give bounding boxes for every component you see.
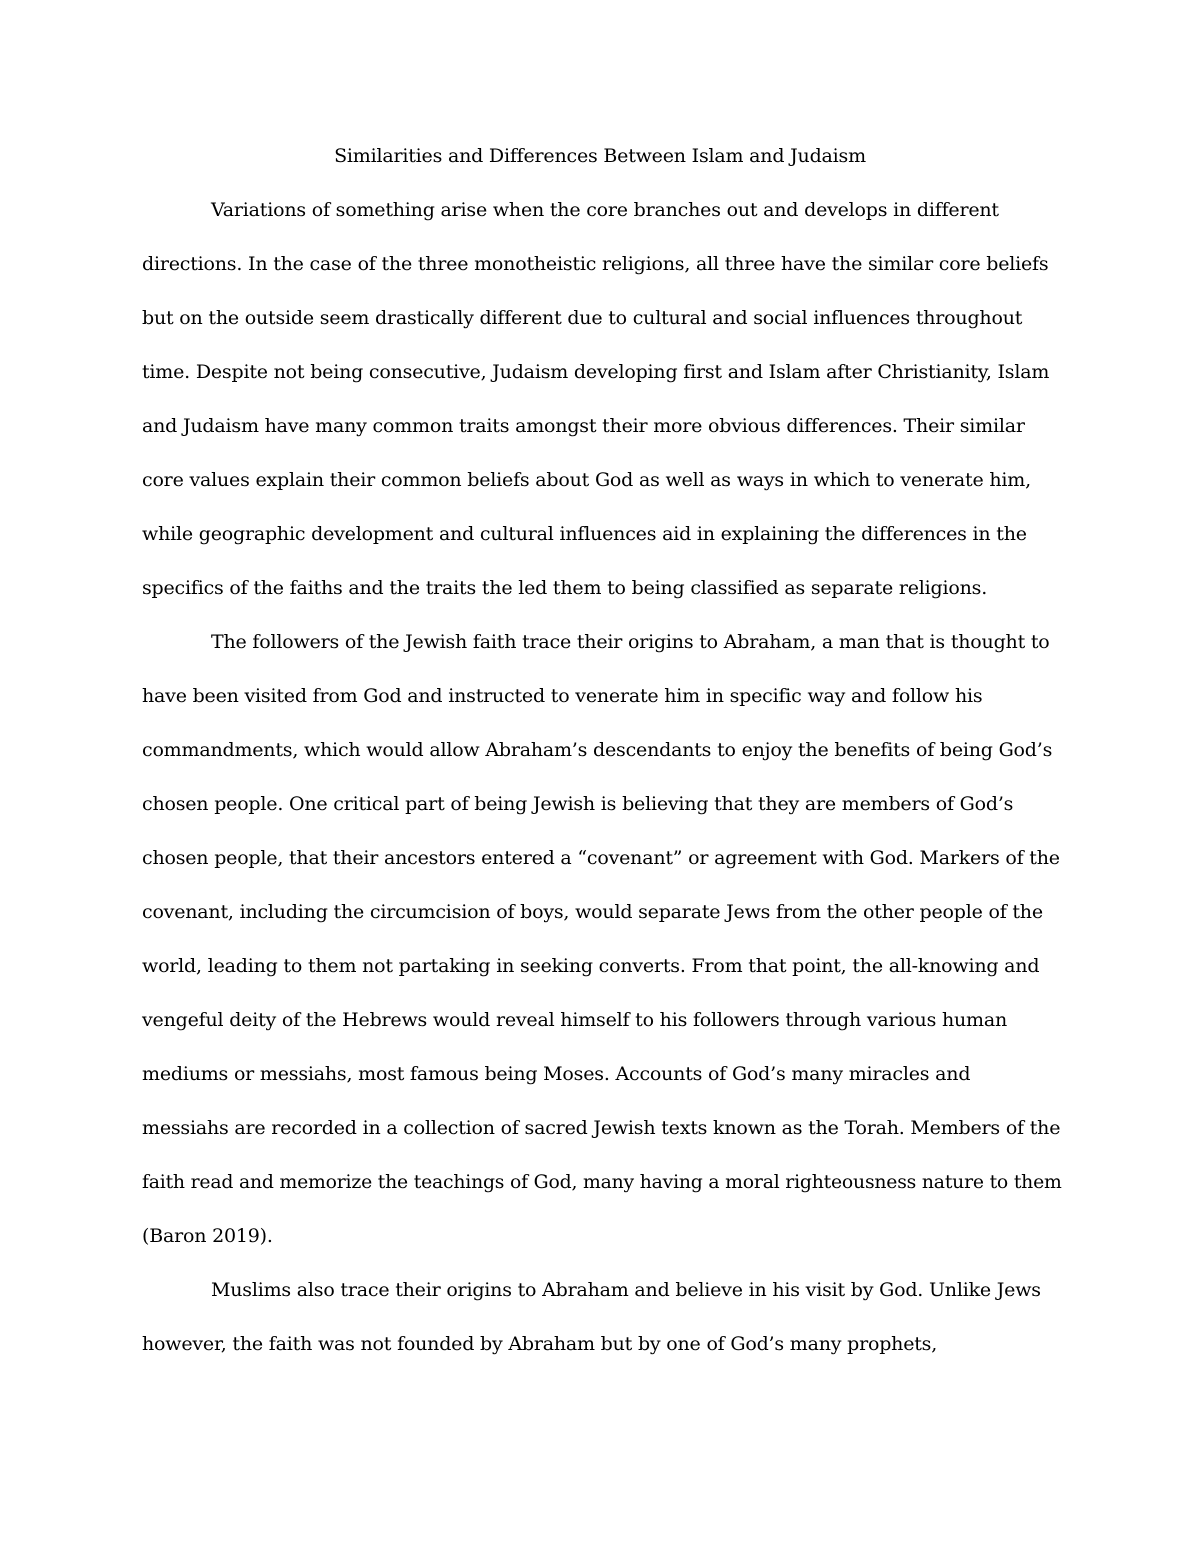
paragraph-1-line-1: Variations of something arise when the core branches out and develops in different <box>211 199 999 221</box>
paragraph-2-line-1: The followers of the Jewish faith trace their origins to Abraham, a man that is thought to <box>211 631 1050 653</box>
paragraph-1-line-4: time. Despite not being consecutive, Judaism developing first and Islam after Christianity, Islam <box>142 361 1050 383</box>
paragraph-1-line-5: and Judaism have many common traits amongst their more obvious differences. Their similar <box>142 415 1025 437</box>
paragraph-3-line-2: however, the faith was not founded by Abraham but by one of God’s many prophets, <box>142 1333 938 1355</box>
paragraph-1-line-2: directions. In the case of the three monotheistic religions, all three have the similar core beliefs <box>142 253 1049 275</box>
paragraph-2-line-4: chosen people. One critical part of being Jewish is believing that they are members of God’s <box>142 793 1014 815</box>
paragraph-2-line-10: messiahs are recorded in a collection of sacred Jewish texts known as the Torah. Members of the <box>142 1117 1061 1139</box>
paragraph-1-line-7: while geographic development and cultural influences aid in explaining the differences in the <box>142 523 1027 545</box>
paragraph-2-line-7: world, leading to them not partaking in seeking converts. From that point, the all-knowing and <box>142 955 1040 977</box>
paragraph-2-line-11: faith read and memorize the teachings of God, many having a moral righteousness nature to them <box>142 1171 1062 1193</box>
paragraph-2-line-3: commandments, which would allow Abraham’s descendants to enjoy the benefits of being God’s <box>142 739 1053 761</box>
paragraph-2-line-9: mediums or messiahs, most famous being Moses. Accounts of God’s many miracles and <box>142 1063 971 1085</box>
paragraph-1-line-3: but on the outside seem drastically different due to cultural and social influences throughout <box>142 307 1023 329</box>
paragraph-2-line-12: (Baron 2019). <box>142 1225 273 1247</box>
paragraph-1-line-6: core values explain their common beliefs about God as well as ways in which to venerate him, <box>142 469 1031 491</box>
paragraph-2-line-6: covenant, including the circumcision of boys, would separate Jews from the other people of the <box>142 901 1043 923</box>
document-title: Similarities and Differences Between Islam and Judaism <box>334 145 866 167</box>
paragraph-1-line-8: specifics of the faiths and the traits the led them to being classified as separate religions. <box>142 577 988 599</box>
paragraph-2-line-8: vengeful deity of the Hebrews would reveal himself to his followers through various human <box>142 1009 1008 1031</box>
paragraph-3-line-1: Muslims also trace their origins to Abraham and believe in his visit by God. Unlike Jews <box>211 1279 1041 1301</box>
paragraph-2-line-5: chosen people, that their ancestors entered a “covenant” or agreement with God. Markers of the <box>142 847 1060 869</box>
paragraph-2-line-2: have been visited from God and instructed to venerate him in specific way and follow his <box>142 685 983 707</box>
